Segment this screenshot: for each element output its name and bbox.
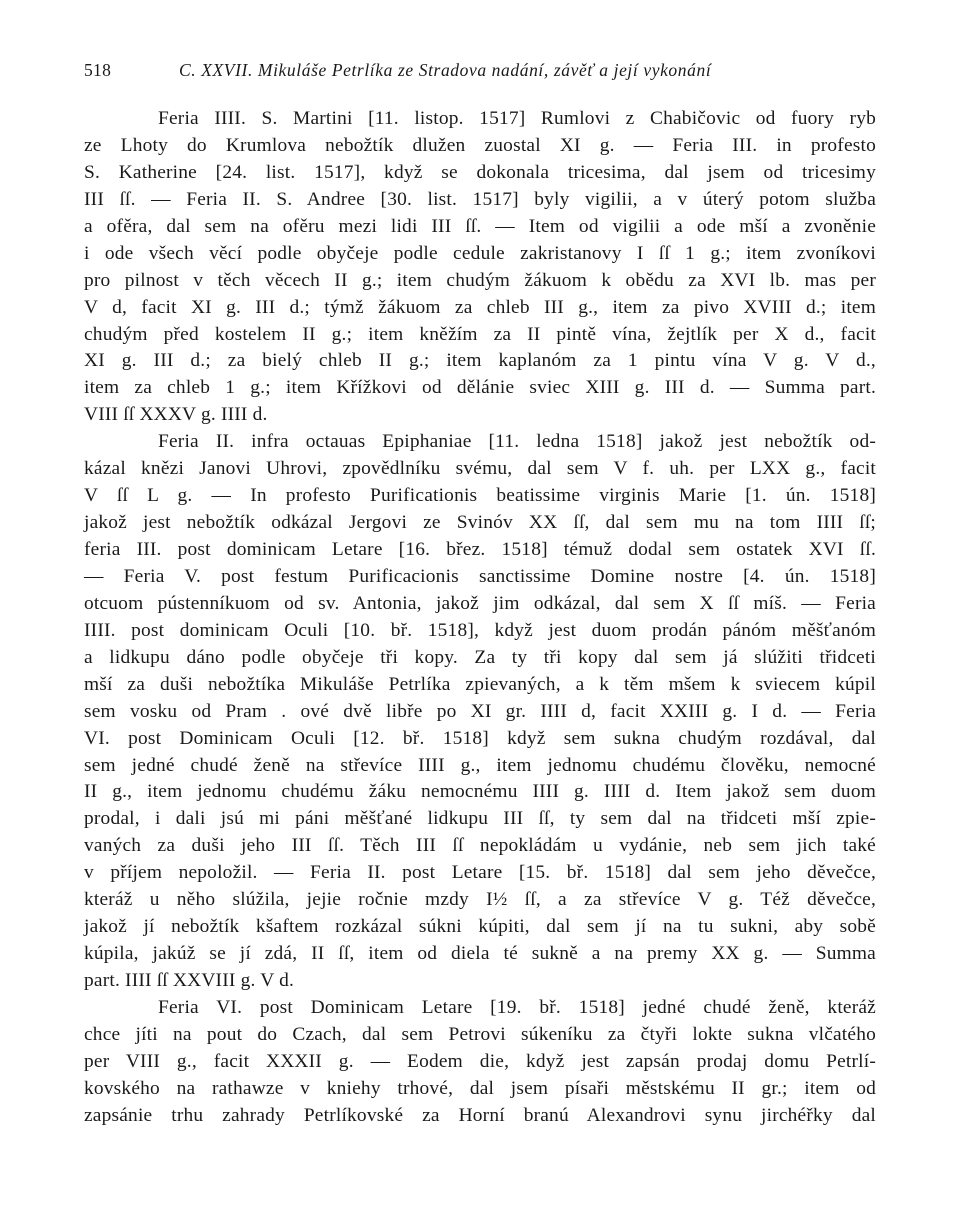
text-line: II g., item jednomu chudému žáku nemocnému IIII g. IIII d. Item jakož sem duom bbox=[84, 781, 876, 803]
text-line: part. IIII ſſ XXVIII g. V d. bbox=[84, 970, 295, 991]
text-line: sem jedné chudé ženě na střevíce IIII g., item jednomu chudému člověku, nemocné bbox=[84, 754, 876, 776]
text-line: Feria VI. post Dominicam Letare [19. bř. 1518] jedné chudé ženě, kteráž bbox=[158, 996, 876, 1018]
text-line: per VIII g., facit XXXII g. — Eodem die, když jest zapsán prodaj domu Petrlí- bbox=[84, 1050, 876, 1072]
text-line: VI. post Dominicam Oculi [12. bř. 1518] když sem sukna chudým rozdával, dal bbox=[84, 727, 876, 749]
text-line: chudým před kostelem II g.; item kněžím za II pintě vína, žejtlík per X d., facit bbox=[84, 323, 876, 345]
text-line: VIII ſſ XXXV g. IIII d. bbox=[84, 404, 268, 426]
text-line: V ſſ L g. — In profesto Purificationis beatissime virginis Marie [1. ún. 1518] bbox=[84, 485, 876, 507]
text-line: V d, facit XI g. III d.; týmž žákuom za chleb III g., item za pivo XVIII d.; item bbox=[84, 296, 876, 318]
text-line: kteráž u něho slúžila, jejie ročnie mzdy I½ ſſ, a za střevíce V g. Též děvečce, bbox=[84, 889, 876, 911]
text-line: Feria II. infra octauas Epiphaniae [11. ledna 1518] jakož jest nebožtík od- bbox=[158, 431, 876, 453]
text-line: III ſſ. — Feria II. S. Andree [30. list. 1517] byly vigilii, a v úterý potom služba bbox=[84, 188, 876, 210]
text-line: otcuom pústenníkuom od sv. Antonia, jakož jim odkázal, dal sem X ſſ míš. — Feria bbox=[84, 592, 876, 614]
text-line: zapsánie trhu zahrady Petrlíkovské za Horní branú Alexandrovi synu jirchéřky dal bbox=[84, 1104, 876, 1126]
text-line: v příjem nepoložil. — Feria II. post Letare [15. bř. 1518] dal sem jeho děvečce, bbox=[84, 862, 876, 884]
text-line: mší za duši nebožtíka Mikuláše Petrlíka zpievaných, a k těm mšem k sviecem kúpil bbox=[84, 673, 876, 695]
text-line: a ofěra, dal sem na ofěru mezi lidi III ſſ. — Item od vigilii a ode mší a zvoněnie bbox=[84, 215, 876, 237]
text-line: ze Lhoty do Krumlova nebožtík dlužen zuostal XI g. — Feria III. in profesto bbox=[84, 134, 876, 156]
text-line: kovského na rathawze v kniehy trhové, dal jsem písaři městskému II gr.; item od bbox=[84, 1077, 876, 1099]
text-line: kúpila, jakúž se jí zdá, II ſſ, item od diela té sukně a na premy XX g. — Summa bbox=[84, 943, 876, 965]
text-line: sem vosku od Pram . ové dvě libře po XI gr. IIII d, facit XXIII g. I d. — Feria bbox=[84, 700, 876, 722]
text-line: feria III. post dominicam Letare [16. břez. 1518] témuž dodal sem ostatek XVI ſſ. bbox=[84, 539, 876, 560]
paragraph bbox=[84, 995, 876, 1130]
text-line: item za chleb 1 g.; item Křížkovi od dělánie sviec XIII g. III d. — Summa part. bbox=[84, 377, 876, 399]
text-line: — Feria V. post festum Purificacionis sanctissime Domine nostre [4. ún. 1518] bbox=[84, 565, 876, 587]
running-head: C. XXVII. Mikuláše Petrlíka ze Stradova nadání, závěť a její vykonání bbox=[179, 60, 712, 80]
text-line: jakož jest nebožtík odkázal Jergovi ze Svinóv XX ſſ, dal sem mu na tom IIII ſſ; bbox=[84, 512, 876, 534]
page-header bbox=[84, 60, 876, 90]
text-line: i ode všech věcí podle obyčeje podle cedule zakristanovy I ſſ 1 g.; item zvoníkovi bbox=[84, 242, 876, 264]
paragraph bbox=[84, 106, 876, 429]
text-line: jakož jí nebožtík kšaftem rozkázal súkni kúpiti, dal sem jí na tu sukni, aby sobě bbox=[84, 916, 876, 938]
text-line: IIII. post dominicam Oculi [10. bř. 1518], když jest duom prodán pánóm měšťanóm bbox=[84, 619, 876, 641]
text-line: S. Katherine [24. list. 1517], když se dokonala tricesima, dal jsem od tricesimy bbox=[84, 161, 876, 183]
page-number: 518 bbox=[84, 60, 112, 80]
text-line: a lidkupu dáno podle obyčeje tři kopy. Za ty tři kopy dal sem já slúžiti třidceti bbox=[84, 646, 876, 668]
paragraph bbox=[84, 429, 876, 995]
text-line: pro pilnost v těch věcech II g.; item chudým žákuom k obědu za XVI lb. mas per bbox=[84, 269, 876, 291]
text-line: prodal, i dali jsú mi páni měšťané lidkupu III ſſ, ty sem dal na třidceti mší zpie- bbox=[84, 808, 876, 830]
text-line: chce jíti na pout do Czach, dal sem Petrovi súkeníku za čtyři lokte sukna vlčatého bbox=[84, 1023, 876, 1045]
text-line: Feria IIII. S. Martini [11. listop. 1517] Rumlovi z Chabičovic od fuory ryb bbox=[158, 108, 876, 129]
body-text bbox=[84, 106, 876, 1130]
text-line: kázal knězi Janovi Uhrovi, zpovědlníku svému, dal sem V f. uh. per LXX g., facit bbox=[84, 458, 876, 480]
text-line: vaných za duši jeho III ſſ. Těch III ſſ nepokládám u vydánie, neb sem jich také bbox=[84, 835, 876, 857]
text-line: XI g. III d.; za bielý chleb II g.; item kaplanóm za 1 pintu vína V g. V d., bbox=[84, 350, 876, 372]
